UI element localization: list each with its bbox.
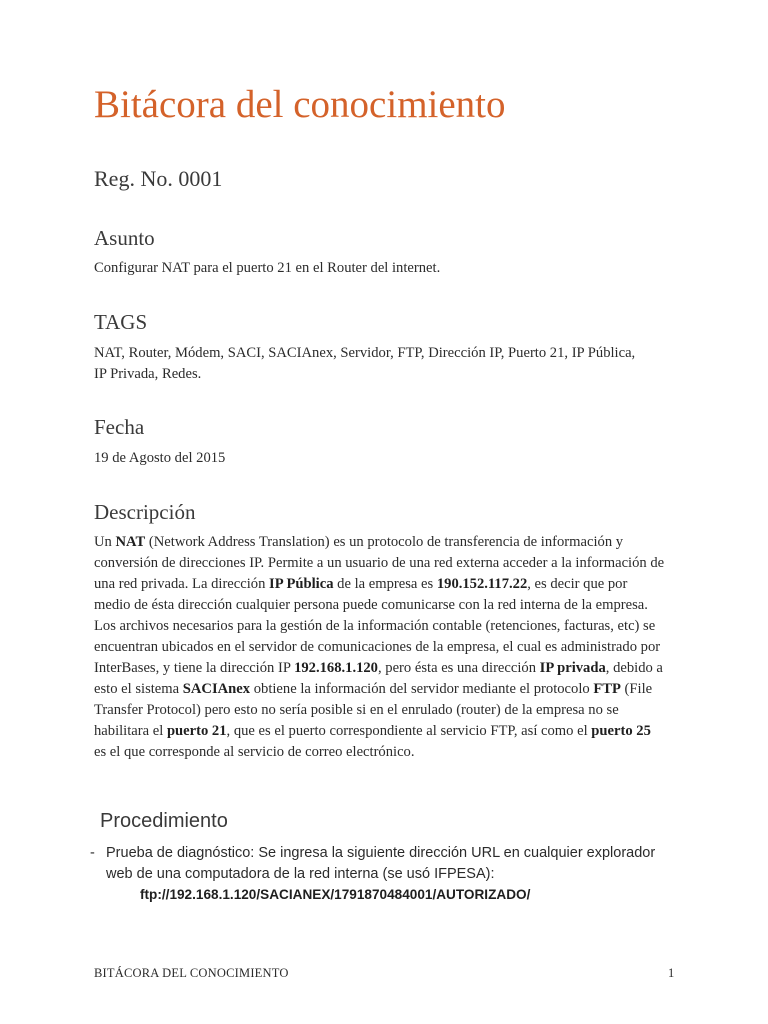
footer-title: BITÁCORA DEL CONOCIMIENTO (94, 966, 289, 980)
desc-seg: , que es el puerto correspondiente al servicio FTP, así como el (226, 723, 592, 739)
desc-bold: puerto 21 (166, 723, 227, 739)
fecha-text: 19 de Agosto del 2015 (94, 450, 226, 466)
asunto-text: Configurar NAT para el puerto 21 en el Router del internet. (94, 260, 441, 276)
desc-seg: (File Transfer Protocol) pero esto no sería posible si en el enrulado (router) de la empresa no se habilitara el (94, 681, 653, 739)
desc-seg: , debido a esto el sistema (94, 660, 663, 697)
descripcion-heading: Descripción (94, 500, 196, 524)
desc-bold: IP privada (539, 660, 606, 676)
tags-text (94, 343, 684, 385)
asunto-heading: Asunto (94, 226, 155, 250)
tags-line-1: NAT, Router, Módem, SACI, SACIAnex, Servidor, FTP, Dirección IP, Puerto 21, IP Pública, (94, 345, 636, 361)
desc-seg: , pero ésta es una dirección (377, 660, 540, 676)
procedimiento-list (90, 843, 680, 885)
page-number: 1 (668, 966, 675, 980)
desc-bold: NAT (115, 534, 146, 550)
desc-bold: puerto 25 (591, 723, 651, 739)
procedimiento-heading: Procedimiento (100, 810, 228, 832)
tags-heading: TAGS (94, 310, 148, 334)
desc-seg: es el que corresponde al servicio de correo electrónico. (94, 744, 415, 760)
registry-number: Reg. No. 0001 (94, 166, 223, 191)
desc-seg: (Network Address Translation) es un protocolo de transferencia de información y conversión de direcciones IP. Permite a un usuario de una red externa acceder a la información de una red privada. La dirección (94, 534, 665, 592)
desc-seg: , es decir que por medio de ésta dirección cualquier persona puede comunicarse con la red interna de la empresa. Los archivos necesarios para la gestión de la información contable (retenciones, facturas, etc) se encuentran ubicados en el servidor de comunicaciones de la empresa, el cual es administrado por InterBases, y tiene la dirección IP (94, 576, 661, 676)
desc-bold: FTP (593, 681, 621, 697)
ftp-url: ftp://192.168.1.120/SACIANEX/1791870484001/AUTORIZADO/ (140, 887, 531, 902)
desc-bold: 192.168.1.120 (294, 660, 378, 676)
desc-bold: SACIAnex (182, 681, 251, 697)
descripcion-text (94, 532, 666, 763)
tags-line-2: IP Privada, Redes. (94, 366, 202, 382)
fecha-heading: Fecha (94, 415, 145, 439)
desc-bold: IP Pública (269, 576, 334, 592)
list-bullet: - (90, 845, 95, 861)
list-item-text: Prueba de diagnóstico: Se ingresa la siguiente dirección URL en cualquier explorador web de una computadora de la red interna (se usó IFPESA): (106, 845, 656, 882)
desc-bold: 190.152.117.22 (436, 576, 528, 592)
desc-seg: obtiene la información del servidor mediante el protocolo (250, 681, 594, 697)
document-title: Bitácora del conocimiento (94, 83, 506, 126)
desc-seg: de la empresa es (333, 576, 437, 592)
list-item (90, 843, 680, 885)
desc-seg: Un (94, 534, 116, 550)
